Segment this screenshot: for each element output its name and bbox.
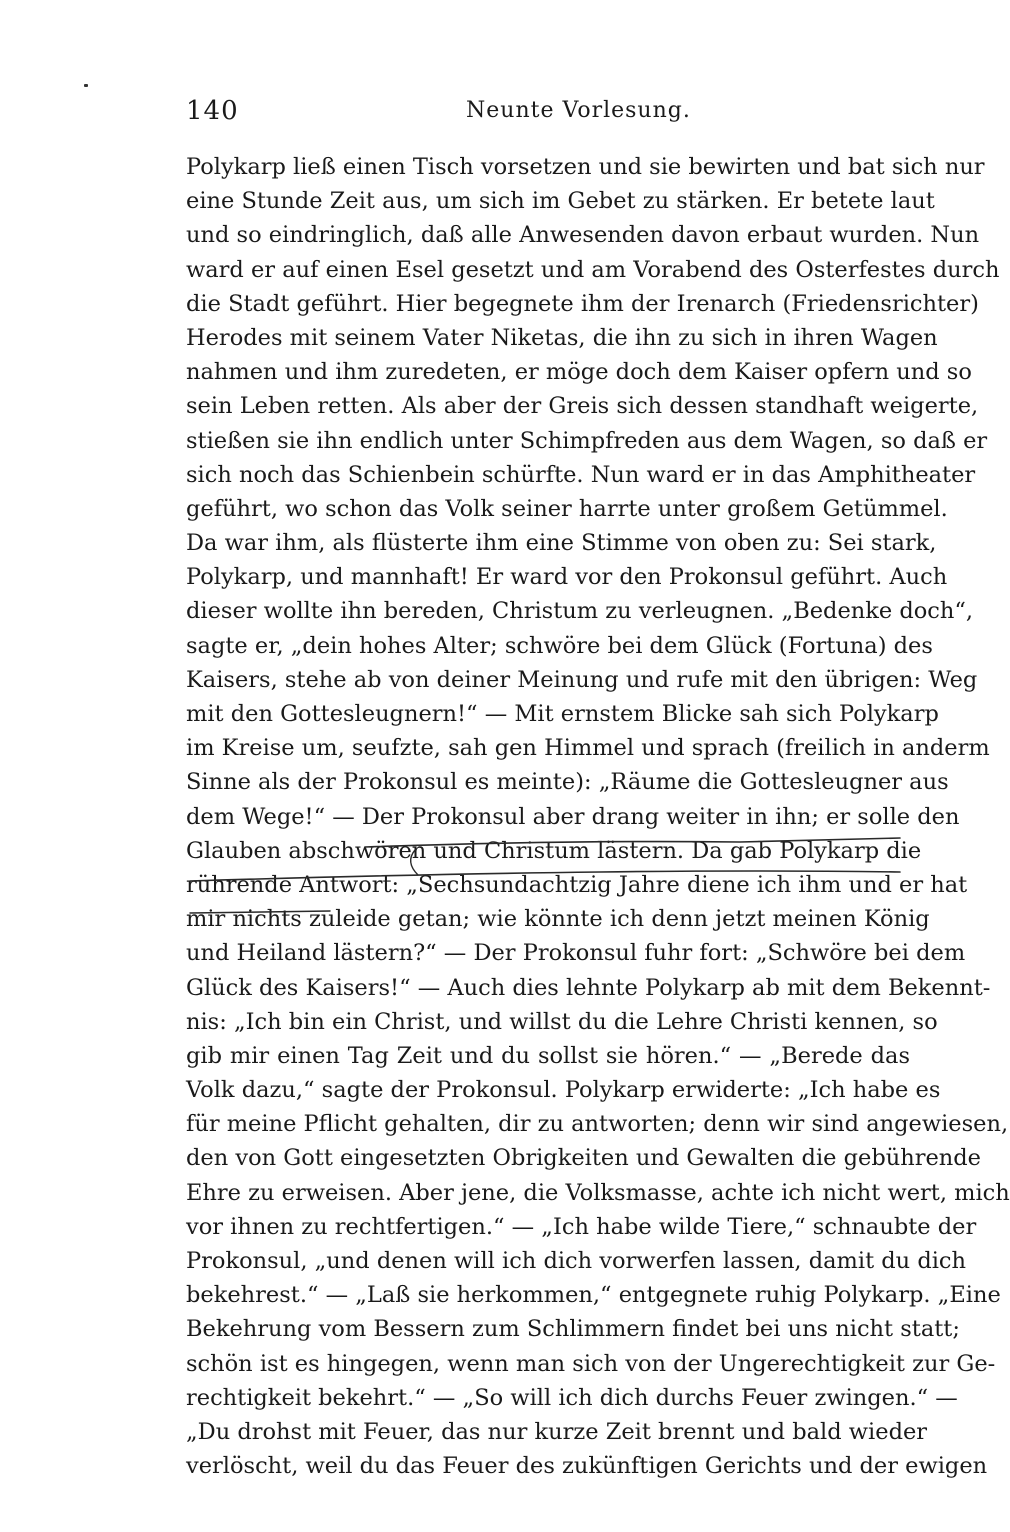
text-line: den von Gott eingesetzten Obrigkeiten und Gewalten die gebührende bbox=[186, 1145, 981, 1172]
text-line: dem Wege!“ — Der Prokonsul aber drang weiter in ihn; er solle den bbox=[186, 803, 960, 830]
text-line: Da war ihm, als flüsterte ihm eine Stimme von oben zu: Sei stark, bbox=[186, 530, 937, 557]
text-line: Kaisers, stehe ab von deiner Meinung und rufe mit den übrigen: Weg bbox=[186, 666, 978, 693]
text-line: Sinne als der Prokonsul es meinte): „Räume die Gottesleugner aus bbox=[186, 769, 949, 796]
text-line: verlöscht, weil du das Feuer des zukünftigen Gerichts und der ewigen bbox=[186, 1453, 988, 1480]
text-line: Polykarp ließ einen Tisch vorsetzen und sie bewirten und bat sich nur bbox=[186, 154, 985, 180]
text-line: Glauben abschwören und Christum lästern. Da gab Polykarp die bbox=[186, 837, 922, 864]
text-line: die Stadt geführt. Hier begegnete ihm der Irenarch (Friedensrichter) bbox=[186, 290, 979, 317]
text-line: gib mir einen Tag Zeit und du sollst sie hören.“ — „Berede das bbox=[186, 1042, 910, 1069]
text-line: und so eindringlich, daß alle Anwesenden davon erbaut wurden. Nun bbox=[186, 222, 980, 249]
text-line: im Kreise um, seufzte, sah gen Himmel und sprach (freilich in anderm bbox=[186, 735, 990, 762]
text-line: Polykarp, und mannhaft! Er ward vor den Prokonsul geführt. Auch bbox=[186, 564, 948, 591]
text-line: ward er auf einen Esel gesetzt und am Vorabend des Osterfestes durch bbox=[186, 256, 1000, 283]
text-line: Ehre zu erweisen. Aber jene, die Volksmasse, achte ich nicht wert, mich bbox=[186, 1179, 1010, 1206]
text-line: Volk dazu,“ sagte der Prokonsul. Polykarp erwiderte: „Ich habe es bbox=[186, 1077, 941, 1104]
text-line: Bekehrung vom Bessern zum Schlimmern findet bei uns nicht statt; bbox=[186, 1316, 960, 1343]
text-line: Glück des Kaisers!“ — Auch dies lehnte Polykarp ab mit dem Bekennt- bbox=[186, 974, 991, 1001]
text-line: schön ist es hingegen, wenn man sich von der Ungerechtigkeit zur Ge- bbox=[186, 1350, 996, 1377]
text-line: für meine Pflicht gehalten, dir zu antworten; denn wir sind angewiesen, bbox=[186, 1111, 1009, 1138]
chapter-title: Neunte Vorlesung. bbox=[466, 98, 691, 123]
page-number: 140 bbox=[186, 96, 239, 126]
text-line: und Heiland lästern?“ — Der Prokonsul fuhr fort: „Schwöre bei dem bbox=[186, 940, 966, 967]
body-text bbox=[186, 150, 1010, 1483]
text-line: bekehrest.“ — „Laß sie herkommen,“ entgegnete ruhig Polykarp. „Eine bbox=[186, 1282, 1001, 1309]
text-line: sich noch das Schienbein schürfte. Nun ward er in das Amphitheater bbox=[186, 461, 976, 488]
text-line: Herodes mit seinem Vater Niketas, die ihn zu sich in ihren Wagen bbox=[186, 324, 938, 351]
text-line: mir nichts zuleide getan; wie könnte ich denn jetzt meinen König bbox=[186, 906, 930, 933]
text-line: stießen sie ihn endlich unter Schimpfreden aus dem Wagen, so daß er bbox=[186, 427, 988, 454]
text-line: dieser wollte ihn bereden, Christum zu verleugnen. „Bedenke doch“, bbox=[186, 598, 974, 625]
text-line: geführt, wo schon das Volk seiner harrte unter großem Getümmel. bbox=[186, 495, 948, 522]
text-line: rechtigkeit bekehrt.“ — „So will ich dich durchs Feuer zwingen.“ — bbox=[186, 1384, 958, 1411]
text-line: eine Stunde Zeit aus, um sich im Gebet zu stärken. Er betete laut bbox=[186, 188, 935, 215]
text-line: mit den Gottesleugnern!“ — Mit ernstem Blicke sah sich Polykarp bbox=[186, 701, 939, 727]
text-line: nahmen und ihm zuredeten, er möge doch dem Kaiser opfern und so bbox=[186, 359, 972, 386]
text-line: sagte er, „dein hohes Alter; schwöre bei dem Glück (Fortuna) des bbox=[186, 632, 933, 659]
text-line: nis: „Ich bin ein Christ, und willst du die Lehre Christi kennen, so bbox=[186, 1008, 938, 1035]
text-line: „Du drohst mit Feuer, das nur kurze Zeit brennt und bald wieder bbox=[186, 1418, 928, 1445]
text-line: rührende Antwort: „Sechsundachtzig Jahre diene ich ihm und er hat bbox=[186, 871, 968, 898]
text-line: Prokonsul, „und denen will ich dich vorwerfen lassen, damit du dich bbox=[186, 1248, 967, 1274]
text-line: vor ihnen zu rechtfertigen.“ — „Ich habe wilde Tiere,“ schnaubte der bbox=[186, 1213, 977, 1240]
stray-ink-mark bbox=[84, 84, 88, 87]
running-head bbox=[186, 92, 910, 136]
text-line: sein Leben retten. Als aber der Greis sich dessen standhaft weigerte, bbox=[186, 393, 979, 420]
